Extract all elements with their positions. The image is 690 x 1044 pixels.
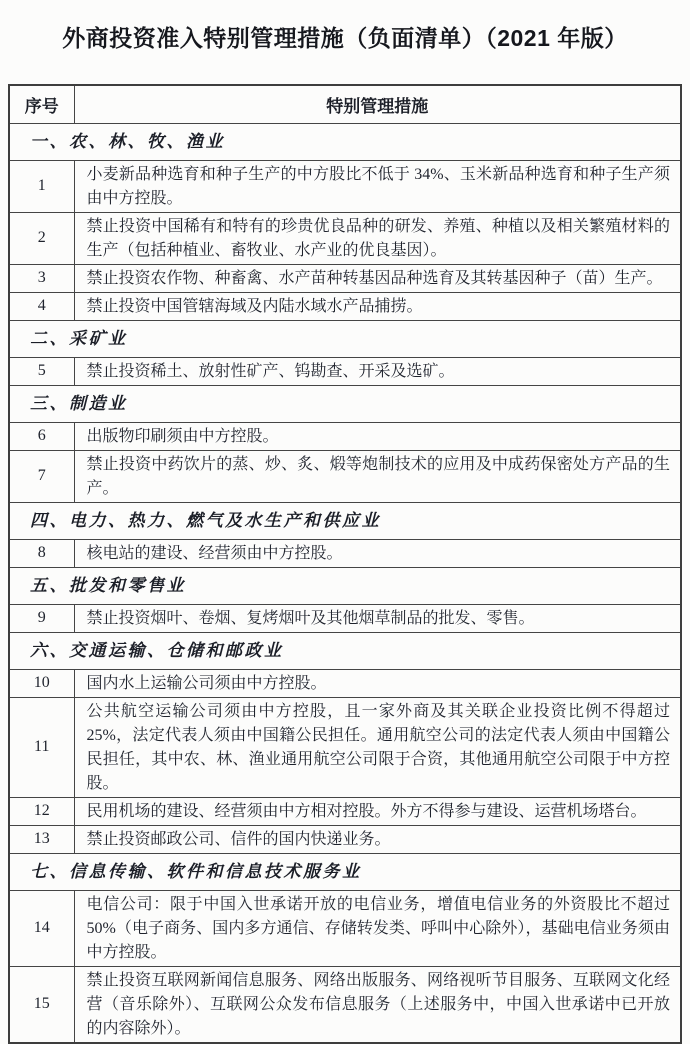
table-header-row	[9, 85, 681, 123]
row-measure: 禁止投资中药饮片的蒸、炒、炙、煅等炮制技术的应用及中成药保密处方产品的生产。	[74, 450, 681, 502]
row-measure: 禁止投资互联网新闻信息服务、网络出版服务、网络视听节目服务、互联网文化经营（音乐除外）、互联网公众发布信息服务（上述服务中，中国入世承诺中已开放的内容除外）。	[74, 966, 681, 1043]
section-row	[9, 853, 681, 890]
row-measure: 禁止投资稀土、放射性矿产、钨勘查、开采及选矿。	[74, 357, 681, 385]
row-number: 8	[9, 539, 74, 567]
table-row	[9, 357, 681, 385]
section-row	[9, 385, 681, 422]
table-row	[9, 604, 681, 632]
section-title: 三、制造业	[9, 385, 681, 422]
row-number: 5	[9, 357, 74, 385]
row-number: 4	[9, 292, 74, 320]
table-row	[9, 422, 681, 450]
row-number: 3	[9, 264, 74, 292]
row-measure: 禁止投资农作物、种畜禽、水产苗种转基因品种选育及其转基因种子（苗）生产。	[74, 264, 681, 292]
table-row	[9, 697, 681, 797]
table-row	[9, 160, 681, 212]
row-measure: 民用机场的建设、经营须由中方相对控股。外方不得参与建设、运营机场塔台。	[74, 797, 681, 825]
section-row	[9, 632, 681, 669]
table-row	[9, 539, 681, 567]
table-row	[9, 890, 681, 966]
row-measure: 禁止投资中国管辖海域及内陆水域水产品捕捞。	[74, 292, 681, 320]
column-header-measures: 特别管理措施	[74, 85, 681, 123]
section-title: 四、电力、热力、燃气及水生产和供应业	[9, 502, 681, 539]
row-number: 13	[9, 825, 74, 853]
section-title: 一、农、林、牧、渔业	[9, 123, 681, 160]
table-row	[9, 292, 681, 320]
row-number: 6	[9, 422, 74, 450]
row-number: 14	[9, 890, 74, 966]
row-number: 11	[9, 697, 74, 797]
row-measure: 禁止投资邮政公司、信件的国内快递业务。	[74, 825, 681, 853]
row-number: 2	[9, 212, 74, 264]
row-measure: 禁止投资烟叶、卷烟、复烤烟叶及其他烟草制品的批发、零售。	[74, 604, 681, 632]
row-measure: 核电站的建设、经营须由中方控股。	[74, 539, 681, 567]
negative-list-table	[8, 84, 682, 1044]
table-row	[9, 825, 681, 853]
row-measure: 小麦新品种选育和种子生产的中方股比不低于 34%、玉米新品种选育和种子生产须由中方控股。	[74, 160, 681, 212]
row-number: 15	[9, 966, 74, 1043]
row-number: 12	[9, 797, 74, 825]
row-number: 1	[9, 160, 74, 212]
table-row	[9, 212, 681, 264]
row-measure: 电信公司：限于中国入世承诺开放的电信业务，增值电信业务的外资股比不超过 50%（电子商务、国内多方通信、存储转发类、呼叫中心除外），基础电信业务须由中方控股。	[74, 890, 681, 966]
document-title: 外商投资准入特别管理措施（负面清单）（2021 年版）	[62, 25, 628, 51]
row-number: 7	[9, 450, 74, 502]
row-number: 9	[9, 604, 74, 632]
section-title: 二、采矿业	[9, 320, 681, 357]
table-row	[9, 669, 681, 697]
row-measure: 公共航空运输公司须由中方控股，且一家外商及其关联企业投资比例不得超过 25%，法定代表人须由中国籍公民担任。通用航空公司的法定代表人须由中国籍公民担任，其中农、林、渔业通用航空公司限于合资，其他通用航空公司限于中方控股。	[74, 697, 681, 797]
table-row	[9, 797, 681, 825]
row-measure: 禁止投资中国稀有和特有的珍贵优良品种的研发、养殖、种植以及相关繁殖材料的生产（包括种植业、畜牧业、水产业的优良基因）。	[74, 212, 681, 264]
section-title: 七、信息传输、软件和信息技术服务业	[9, 853, 681, 890]
row-measure: 出版物印刷须由中方控股。	[74, 422, 681, 450]
section-title: 五、批发和零售业	[9, 567, 681, 604]
section-title: 六、交通运输、仓储和邮政业	[9, 632, 681, 669]
section-row	[9, 320, 681, 357]
section-row	[9, 123, 681, 160]
table-row	[9, 966, 681, 1043]
section-row	[9, 502, 681, 539]
row-measure: 国内水上运输公司须由中方控股。	[74, 669, 681, 697]
column-header-index: 序号	[9, 85, 74, 123]
table-row	[9, 450, 681, 502]
row-number: 10	[9, 669, 74, 697]
section-row	[9, 567, 681, 604]
table-row	[9, 264, 681, 292]
